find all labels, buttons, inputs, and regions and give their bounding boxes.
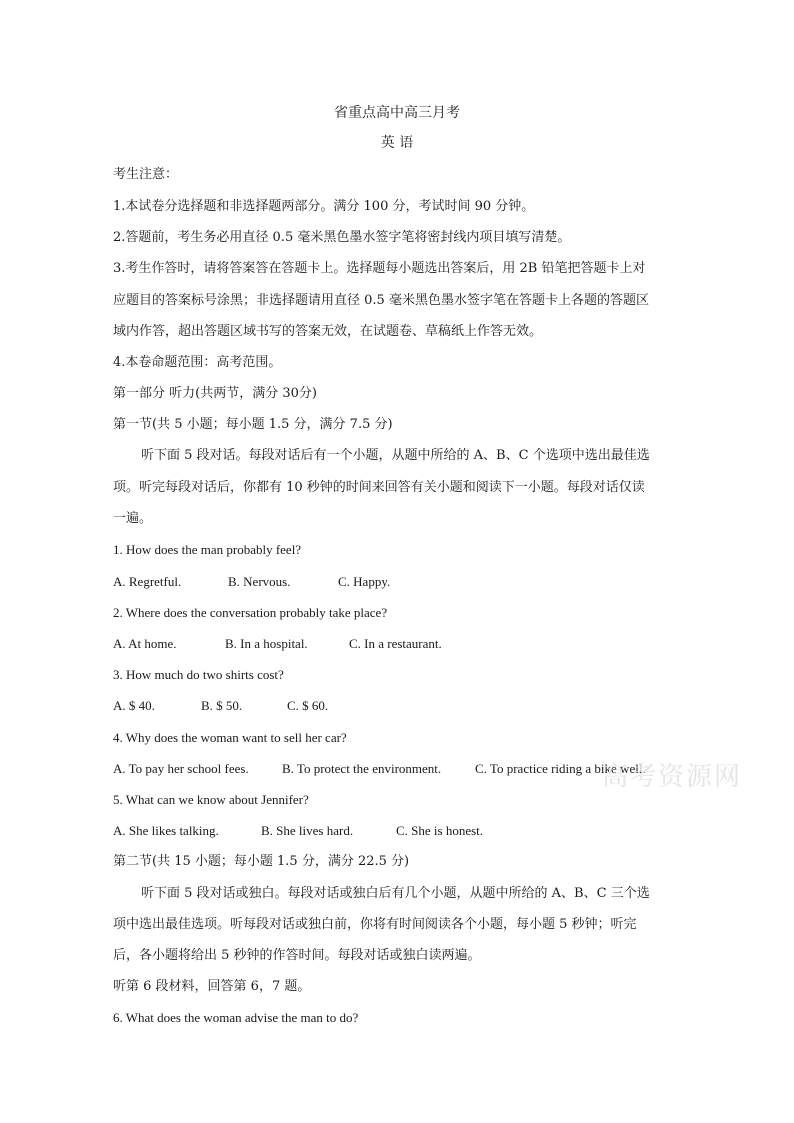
notice-item: 2.答题前，考生务必用直径 0.5 毫米黑色墨水签字笔将密封线内项目填写清楚。 (113, 230, 571, 245)
part1-heading: 第一部分 听力(共两节，满分 30分) (113, 386, 317, 401)
section2-instruction: 后，各小题将给出 5 秒钟的作答时间。每段对话或独白读两遍。 (113, 948, 481, 963)
notice-item: 4.本卷命题范围：高考范围。 (113, 355, 282, 370)
option-b: B. $ 50. (201, 698, 243, 713)
section2-instruction: 听下面 5 段对话或独白。每段对话或独白后有几个小题，从题中所给的 A、B、C 三个选 (141, 886, 650, 901)
option-b: B. Nervous. (228, 574, 291, 589)
option-b: B. To protect the environment. (282, 761, 442, 776)
option-c: C. Happy. (338, 574, 391, 589)
notice-item: 应题目的答案标号涂黑；非选择题请用直径 0.5 毫米黑色墨水签字笔在答题卡上各题的答题区 (113, 293, 649, 308)
question-stem: 2. Where does the conversation probably take place? (113, 605, 388, 620)
option-a: A. $ 40. (113, 698, 155, 713)
option-b: B. She lives hard. (261, 823, 354, 838)
exam-title: 省重点高中高三月考 (334, 105, 460, 121)
option-a: A. She likes talking. (113, 823, 219, 838)
section1-heading: 第一节(共 5 小题；每小题 1.5 分，满分 7.5 分) (113, 417, 393, 432)
material-label: 听第 6 段材料，回答第 6，7 题。 (113, 979, 311, 994)
notice-item: 3.考生作答时，请将答案答在答题卡上。选择题每小题选出答案后，用 2B 铅笔把答题卡上对 (113, 261, 646, 276)
option-a: A. Regretful. (113, 574, 182, 589)
question-stem: 5. What can we know about Jennifer? (113, 792, 309, 807)
question-stem: 1. How does the man probably feel? (113, 542, 302, 557)
notice-item: 1.本试卷分选择题和非选择题两部分。满分 100 分，考试时间 90 分钟。 (113, 199, 535, 214)
section1-instruction: 一遍。 (113, 511, 153, 526)
option-a: A. To pay her school fees. (113, 761, 249, 776)
option-b: B. In a hospital. (225, 636, 308, 651)
option-c: C. To practice riding a bike well. (475, 761, 646, 776)
option-a: A. At home. (113, 636, 177, 651)
option-c: C. She is honest. (396, 823, 484, 838)
section1-instruction: 听下面 5 段对话。每段对话后有一个小题，从题中所给的 A、B、C 个选项中选出最佳选 (141, 448, 650, 463)
section2-instruction: 项中选出最佳选项。听每段对话或独白前，你将有时间阅读各个小题，每小题 5 秒钟；听完 (113, 917, 637, 932)
option-c: C. In a restaurant. (349, 636, 442, 651)
question-stem: 4. Why does the woman want to sell her car? (113, 730, 347, 745)
notice-item: 域内作答，超出答题区域书写的答案无效，在试题卷、草稿纸上作答无效。 (113, 324, 543, 339)
subject-title: 英 语 (380, 135, 414, 151)
watermark: 高考资源网 (602, 762, 743, 792)
option-c: C. $ 60. (287, 698, 329, 713)
section1-instruction: 项。听完每段对话后，你都有 10 秒钟的时间来回答有关小题和阅读下一小题。每段对话仅读 (113, 480, 645, 495)
question-stem: 3. How much do two shirts cost? (113, 667, 284, 682)
question-stem: 6. What does the woman advise the man to do? (113, 1010, 359, 1025)
section2-heading: 第二节(共 15 小题；每小题 1.5 分，满分 22.5 分) (113, 854, 410, 869)
notice-heading: 考生注意： (113, 167, 179, 182)
